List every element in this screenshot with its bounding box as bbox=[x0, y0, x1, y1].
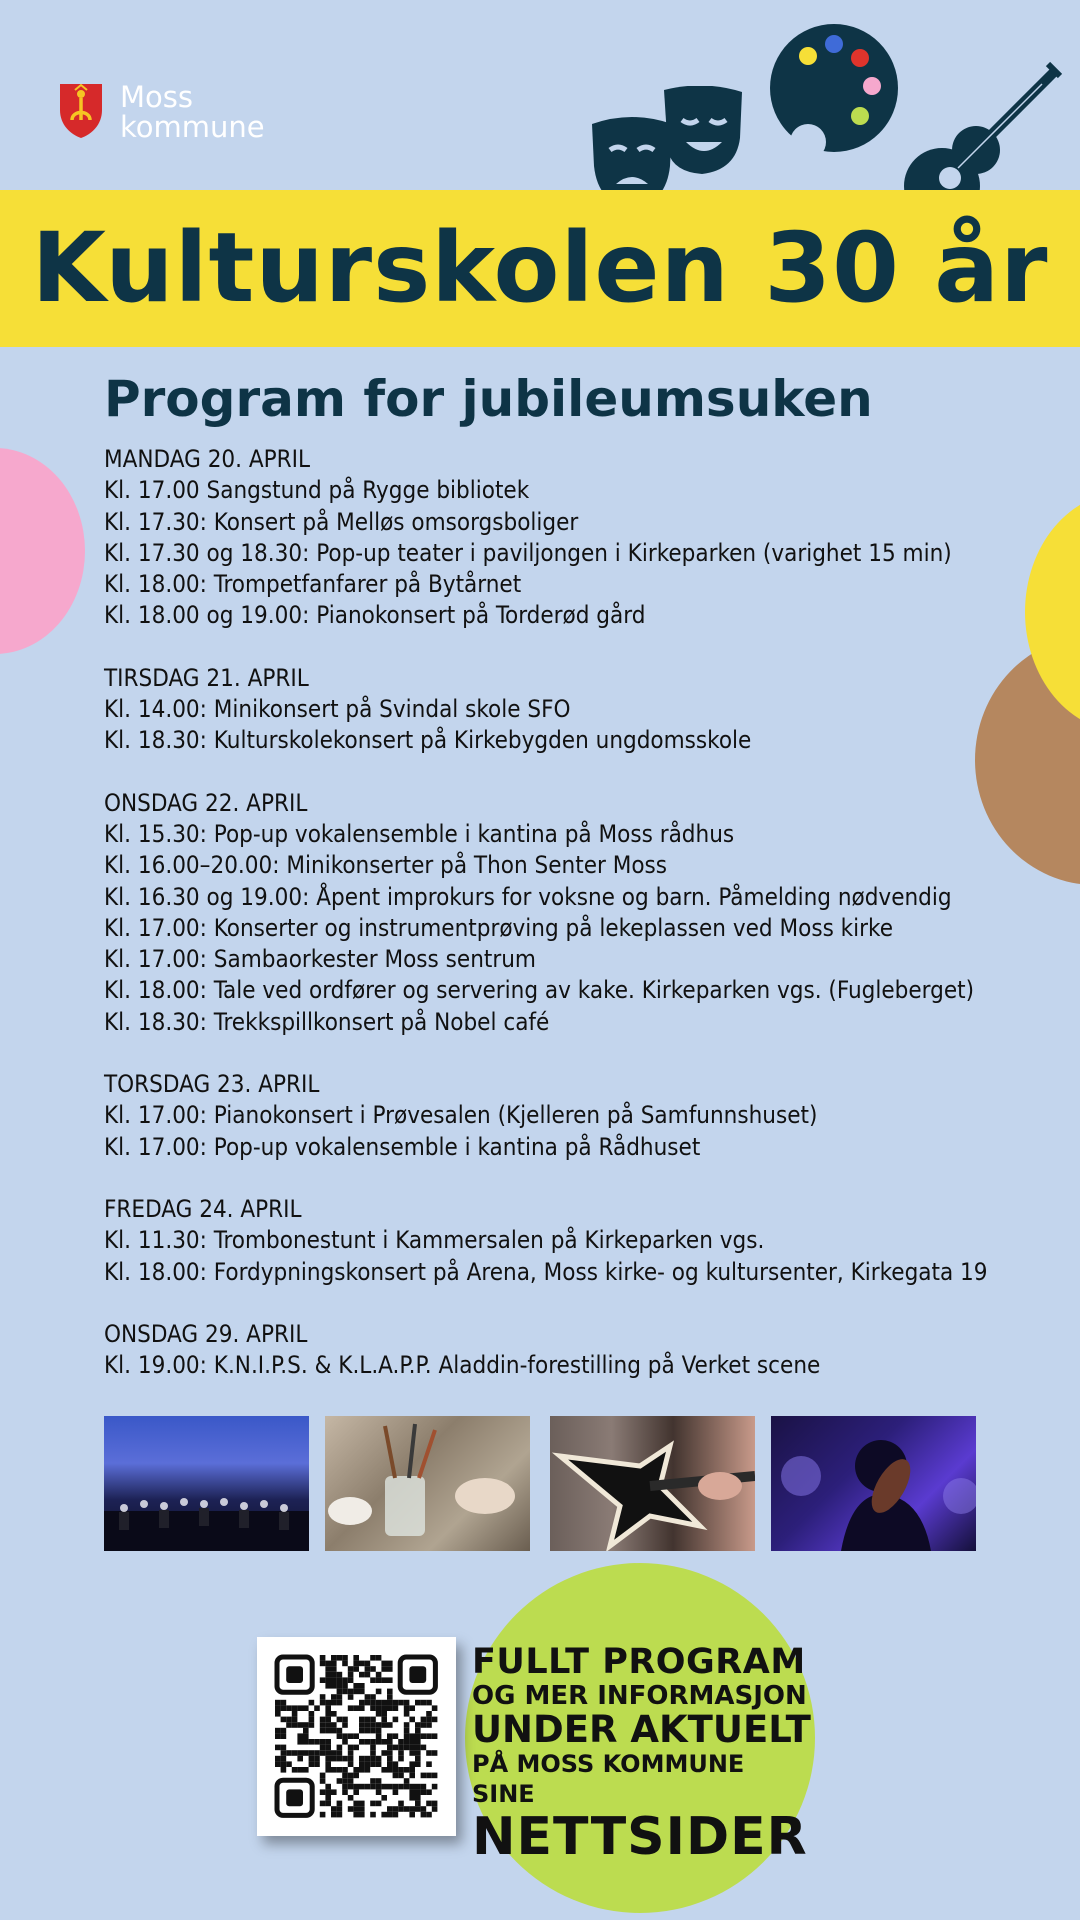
cta-line-4: PÅ MOSS KOMMUNE SINE bbox=[472, 1750, 745, 1808]
cta-line-1: FULLT PROGRAM bbox=[472, 1642, 806, 1682]
day-heading: ONSDAG 22. APRIL bbox=[104, 788, 308, 817]
event-item: Kl. 18.30: Trekkspillkonsert på Nobel café bbox=[104, 1007, 550, 1036]
day-heading: FREDAG 24. APRIL bbox=[104, 1194, 302, 1223]
cta-line-2: OG MER INFORMASJON bbox=[472, 1681, 807, 1711]
qr-code-icon[interactable] bbox=[257, 1637, 456, 1836]
moss-coat-of-arms-icon bbox=[58, 80, 104, 145]
event-item: Kl. 18.00: Fordypningskonsert på Arena, Moss kirke- og kultursenter, Kirkegata 19 bbox=[104, 1257, 988, 1286]
org-name bbox=[120, 82, 265, 142]
event-item: Kl. 19.00: K.N.I.P.S. & K.L.A.P.P. Aladdin-forestilling på Verket scene bbox=[104, 1351, 821, 1380]
day-heading: MANDAG 20. APRIL bbox=[104, 445, 311, 473]
day-wednesday bbox=[104, 788, 1064, 1038]
event-item: Kl. 16.00–20.00: Minikonserter på Thon Senter Moss bbox=[104, 851, 668, 880]
violinist-photo bbox=[771, 1416, 976, 1551]
day-thursday bbox=[104, 1069, 1064, 1163]
org-name-line2: kommune bbox=[120, 110, 265, 144]
event-item: Kl. 17.00: Pop-up vokalensemble i kantina på Rådhuset bbox=[104, 1132, 701, 1161]
day-tuesday bbox=[104, 663, 1064, 757]
event-item: Kl. 18.30: Kulturskolekonsert på Kirkebygden ungdomsskole bbox=[104, 726, 752, 755]
event-item: Kl. 17.00: Konserter og instrumentprøving på lekeplassen ved Moss kirke bbox=[104, 913, 893, 942]
event-item: Kl. 17.30: Konsert på Melløs omsorgsboliger bbox=[104, 507, 579, 536]
paint-palette-icon bbox=[768, 22, 900, 159]
page-title: Kulturskolen 30 år bbox=[31, 212, 1049, 324]
cta-line-3: UNDER AKTUELT bbox=[472, 1708, 811, 1751]
event-item: Kl. 16.30 og 19.00: Åpent improkurs for voksne og barn. Påmelding nødvendig bbox=[104, 882, 952, 911]
event-item: Kl. 14.00: Minikonsert på Svindal skole SFO bbox=[104, 695, 571, 724]
day-heading: TIRSDAG 21. APRIL bbox=[104, 663, 309, 692]
event-item: Kl. 17.30 og 18.30: Pop-up teater i paviljongen i Kirkeparken (varighet 15 min) bbox=[104, 538, 952, 567]
cta-text bbox=[472, 1643, 812, 1865]
program-list bbox=[104, 444, 1064, 1412]
day-friday bbox=[104, 1194, 1064, 1288]
event-item: Kl. 18.00: Trompetfanfarer på Bytårnet bbox=[104, 570, 522, 599]
event-item: Kl. 17.00 Sangstund på Rygge bibliotek bbox=[104, 476, 530, 505]
event-item: Kl. 18.00 og 19.00: Pianokonsert på Torderød gård bbox=[104, 601, 646, 630]
event-item: Kl. 17.00: Sambaorkester Moss sentrum bbox=[104, 945, 536, 974]
program-title: Program for jubileumsuken bbox=[104, 370, 873, 428]
event-item: Kl. 18.00: Tale ved ordfører og servering av kake. Kirkeparken vgs. (Fugleberget) bbox=[104, 976, 974, 1005]
day-monday bbox=[104, 444, 1064, 632]
org-name-line1: Moss bbox=[120, 80, 193, 114]
decor-pink-circle bbox=[0, 448, 85, 654]
event-item: Kl. 17.00: Pianokonsert i Prøvesalen (Kjelleren på Samfunnshuset) bbox=[104, 1101, 818, 1130]
day-heading: TORSDAG 23. APRIL bbox=[104, 1070, 320, 1099]
cta-line-5: NETTSIDER bbox=[472, 1807, 808, 1867]
orchestra-on-stage-photo bbox=[104, 1416, 309, 1551]
painting-brushes-photo bbox=[325, 1416, 530, 1551]
day-wednesday-29 bbox=[104, 1319, 1064, 1382]
event-item: Kl. 15.30: Pop-up vokalensemble i kantina på Moss rådhus bbox=[104, 819, 735, 848]
event-item: Kl. 11.30: Trombonestunt i Kammersalen på Kirkeparken vgs. bbox=[104, 1226, 765, 1255]
day-heading: ONSDAG 29. APRIL bbox=[104, 1319, 308, 1348]
electric-guitar-photo bbox=[550, 1416, 755, 1551]
